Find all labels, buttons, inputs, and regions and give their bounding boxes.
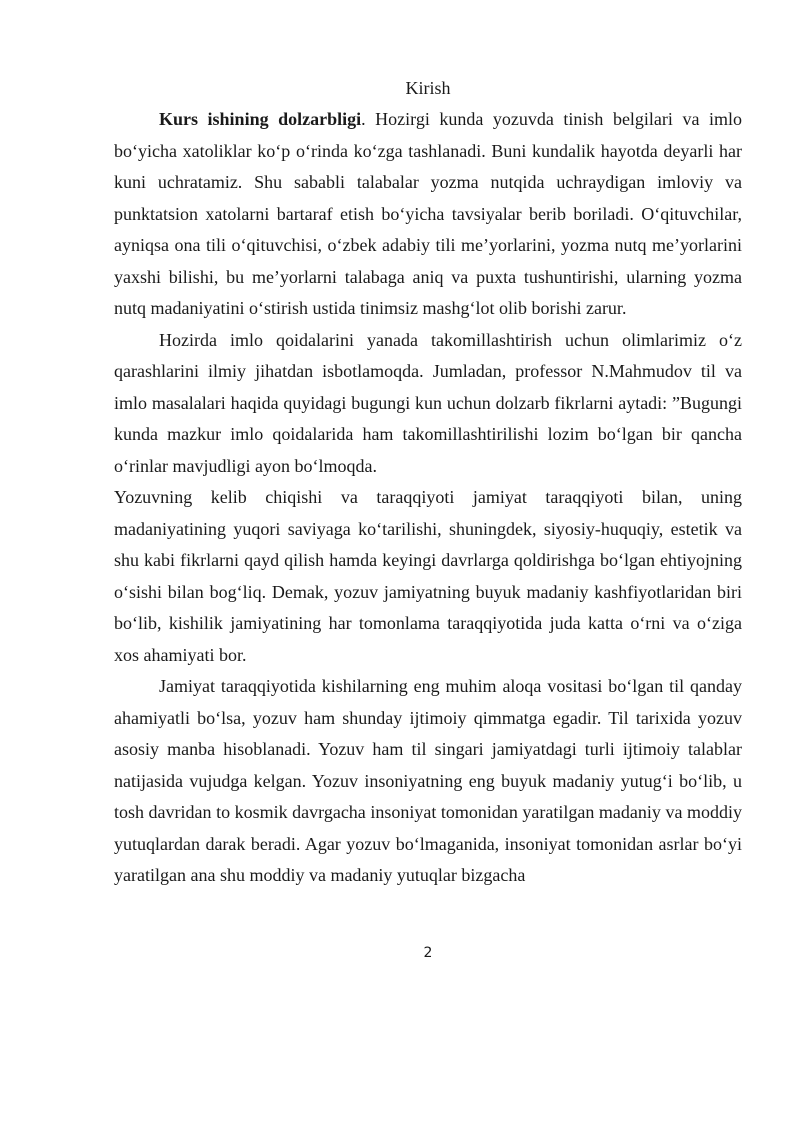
paragraph-society-development: Jamiyat taraqqiyotida kishilarning eng muhim aloqa vositasi bo‘lgan til qanday ahamiyatli bo‘lsa, yozuv ham shunday ijtimoiy qimmatga egadir. Til tarixida yozuv asosiy manba hisoblanadi. Yozuv ham til singari jamiyatdagi turli ijtimoiy talablar natijasida vujudga kelgan. Yozuv insoniyatning eng buyuk madaniy yutug‘i bo‘lib, u tosh davridan to kosmik davrgacha insoniyat tomonidan yaratilgan madaniy va moddiy yutuqlardan darak beradi. Agar yozuv bo‘lmaganida, insoniyat tomonidan asrlar bo‘yi yaratilgan ana shu moddiy va madaniy yutuqlar bizgacha [114, 676, 742, 885]
relevance-heading: Kurs ishining dolzarbligi [159, 109, 362, 129]
paragraph-relevance [114, 104, 742, 325]
paragraph-spelling-rules: Hozirda imlo qoidalarini yanada takomillashtirish uchun olimlarimiz o‘z qarashlarini ilmiy jihatdan isbotlamoqda. Jumladan, professor N.Mahmudov til va imlo masalalari haqida quyidagi bugungi kun uchun dolzarb fikrlarni aytadi: ”Bugungi kunda mazkur imlo qoidalarida ham takomillashtirilishi lozim bo‘lgan bir qancha o‘rinlar mavjudligi ayon bo‘lmoqda. [114, 329, 742, 476]
paragraph-writing-origin: Yozuvning kelib chiqishi va taraqqiyoti jamiyat taraqqiyoti bilan, uning madaniyatining yuqori saviyaga ko‘tarilishi, shuningdek, siyosiy-huquqiy, estetik va shu kabi fikrlarni qayd qilish hamda keyingi davrlarga qoldirishga bo‘lgan ehtiyojning o‘sishi bilan bog‘liq. Demak, yozuv jamiyatning buyuk madaniy kashfiyotlaridan biri bo‘lib, kishilik jamiyatining har tomonlama taraqqiyotida juda katta o‘rni va o‘ziga xos ahamiyati bor. [114, 487, 742, 665]
body-text [114, 104, 742, 892]
section-title: Kirish [405, 78, 451, 98]
page-number: 2 [423, 945, 433, 961]
relevance-text: . Hozirgi kunda yozuvda tinish belgilari va imlo bo‘yicha xatoliklar ko‘p o‘rinda ko‘zga tashlanadi. Buni kundalik hayotda deyarli har kuni uchratamiz. Shu sababli talabalar yozma nutqida uchraydigan imloviy va punktatsion xatolarni bartaraf etish bo‘yicha tavsiyalar berib boriladi. O‘qituvchilar, ayniqsa ona tili o‘qituvchisi, o‘zbek adabiy tili me’yorlarini, yozma nutq me’yorlarini yaxshi bilishi, bu me’yorlarni talabaga aniq va puxta tushuntirishi, ularning yozma nutq madaniyatini o‘stirish ustida tinimsiz mashg‘lot olib borishi zarur. [114, 109, 742, 318]
